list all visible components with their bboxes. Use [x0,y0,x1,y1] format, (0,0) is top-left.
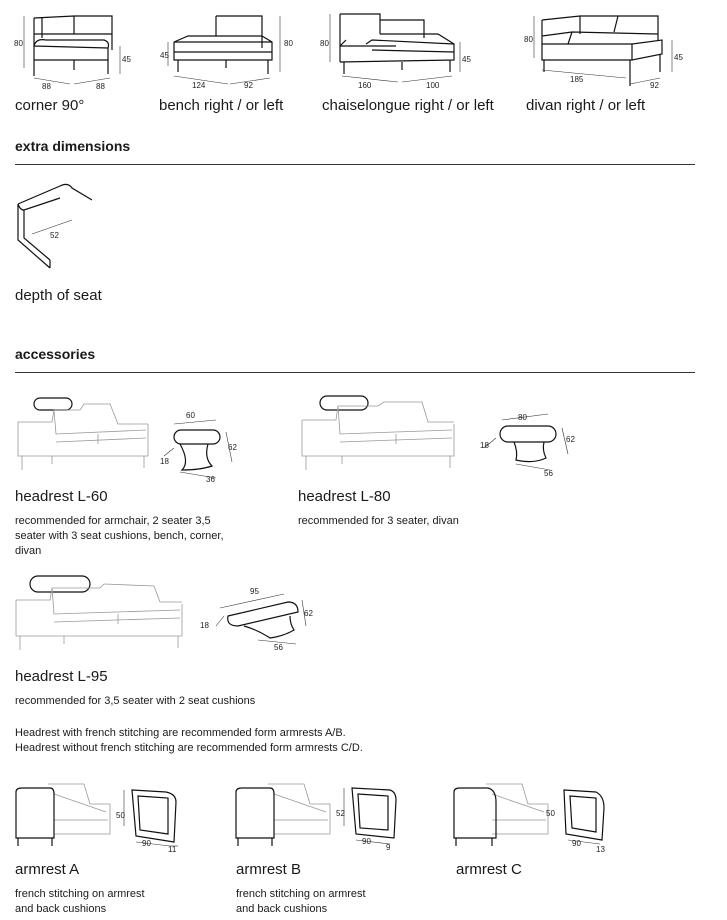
caption-chaiselongue: chaiselongue right / or left [322,97,494,114]
caption-divan: divan right / or left [526,97,646,114]
corner-dim-b: 88 [96,82,105,91]
armrest-b-title: armrest B [236,861,302,878]
seat-depth-dim: 52 [50,231,59,240]
seat-depth-drawing [10,180,100,275]
chaise-dim-height: 80 [320,39,329,48]
headrest-l95-sofa-drawing [14,574,186,654]
bench-dim-seat: 45 [160,51,169,60]
armrest-a-dim-depth: 90 [142,839,151,848]
l95-dim-depth: 62 [304,609,313,618]
caption-bench: bench right / or left [159,97,284,114]
divan-drawing [522,10,702,90]
armrest-b-dim-depth: 90 [362,837,371,846]
divan-dim-a: 185 [570,75,584,84]
headrest-l60-desc: recommended for armchair, 2 seater 3,5 seater with 3 seat cushions, bench, corner, divan [15,515,224,557]
armrest-b-desc-1: french stitching on armrest [236,888,366,900]
chaise-dim-a: 160 [358,81,372,90]
divan-dim-b: 92 [650,81,659,90]
corner-dim-a: 88 [42,82,51,91]
headrest-l60-detail [160,411,240,488]
armrest-c-detail [546,786,632,856]
headrest-l95-desc: recommended for 3,5 seater with 2 seat cushions [15,695,256,707]
headrest-l95-detail [198,586,318,656]
armrest-a-dim-height: 50 [116,811,125,820]
armrest-c-sofa-drawing [452,780,552,845]
armrest-c-dim-height: 50 [546,809,555,818]
note-line-2: Headrest without french stitching are recommended form armrests C/D. [15,742,363,754]
armrest-a-dim-width: 11 [168,845,177,854]
divider [15,164,695,165]
l60-dim-length: 60 [186,411,195,420]
corner-90-drawing [12,10,132,90]
divan-dim-height: 80 [524,35,533,44]
armrest-a-sofa-drawing [14,780,114,845]
bench-dim-height: 80 [284,39,293,48]
divider [15,372,695,373]
chaise-dim-seat: 45 [462,55,471,64]
l60-dim-diam: 18 [160,457,169,466]
armrest-a-detail [114,786,194,856]
bench-dim-b: 92 [244,81,253,90]
heading-extra-dimensions: extra dimensions [15,138,131,154]
headrest-l80-desc: recommended for 3 seater, divan [298,515,459,527]
l80-dim-length: 80 [518,413,527,422]
armrest-b-desc-2: and back cushions [236,903,328,915]
chaiselongue-drawing [318,10,471,90]
armrest-a-desc-1: french stitching on armrest [15,888,145,900]
headrest-l80-sofa-drawing [298,394,460,474]
armrest-a-title: armrest A [15,861,80,878]
l60-dim-width: 36 [206,475,215,484]
armrest-c-dim-width: 13 [596,845,605,854]
headrest-l80-detail [478,412,578,482]
armrest-b-dim-height: 52 [336,809,345,818]
armrest-c-dim-depth: 90 [572,839,581,848]
armrest-b-detail [334,786,414,856]
headrest-l60-title: headrest L-60 [15,488,108,505]
armrest-a-desc-2: and back cushions [15,903,107,915]
l80-dim-depth: 62 [566,435,575,444]
note-line-1: Headrest with french stitching are recommended form armrests A/B. [15,727,346,739]
l80-dim-diam: 18 [480,441,489,450]
l60-dim-depth: 62 [228,443,237,452]
l95-dim-length: 95 [250,587,259,596]
divan-dim-seat: 45 [674,53,683,62]
armrest-b-sofa-drawing [234,780,334,845]
corner-dim-height: 80 [14,39,23,48]
armrest-b-dim-width: 9 [386,843,391,852]
l80-dim-width: 56 [544,469,553,478]
l95-dim-diam: 18 [200,621,209,630]
caption-corner-90: corner 90° [15,97,85,114]
headrest-l60-sofa-drawing [14,394,154,474]
bench-drawing [160,10,300,90]
corner-dim-seat: 45 [122,55,131,64]
chaise-dim-b: 100 [426,81,440,90]
l95-dim-width: 56 [274,643,283,652]
armrest-c-title: armrest C [456,861,522,878]
headrest-l95-title: headrest L-95 [15,668,108,685]
bench-dim-a: 124 [192,81,206,90]
caption-depth-of-seat: depth of seat [15,287,102,304]
heading-accessories: accessories [15,346,96,362]
headrest-l80-title: headrest L-80 [298,488,391,505]
